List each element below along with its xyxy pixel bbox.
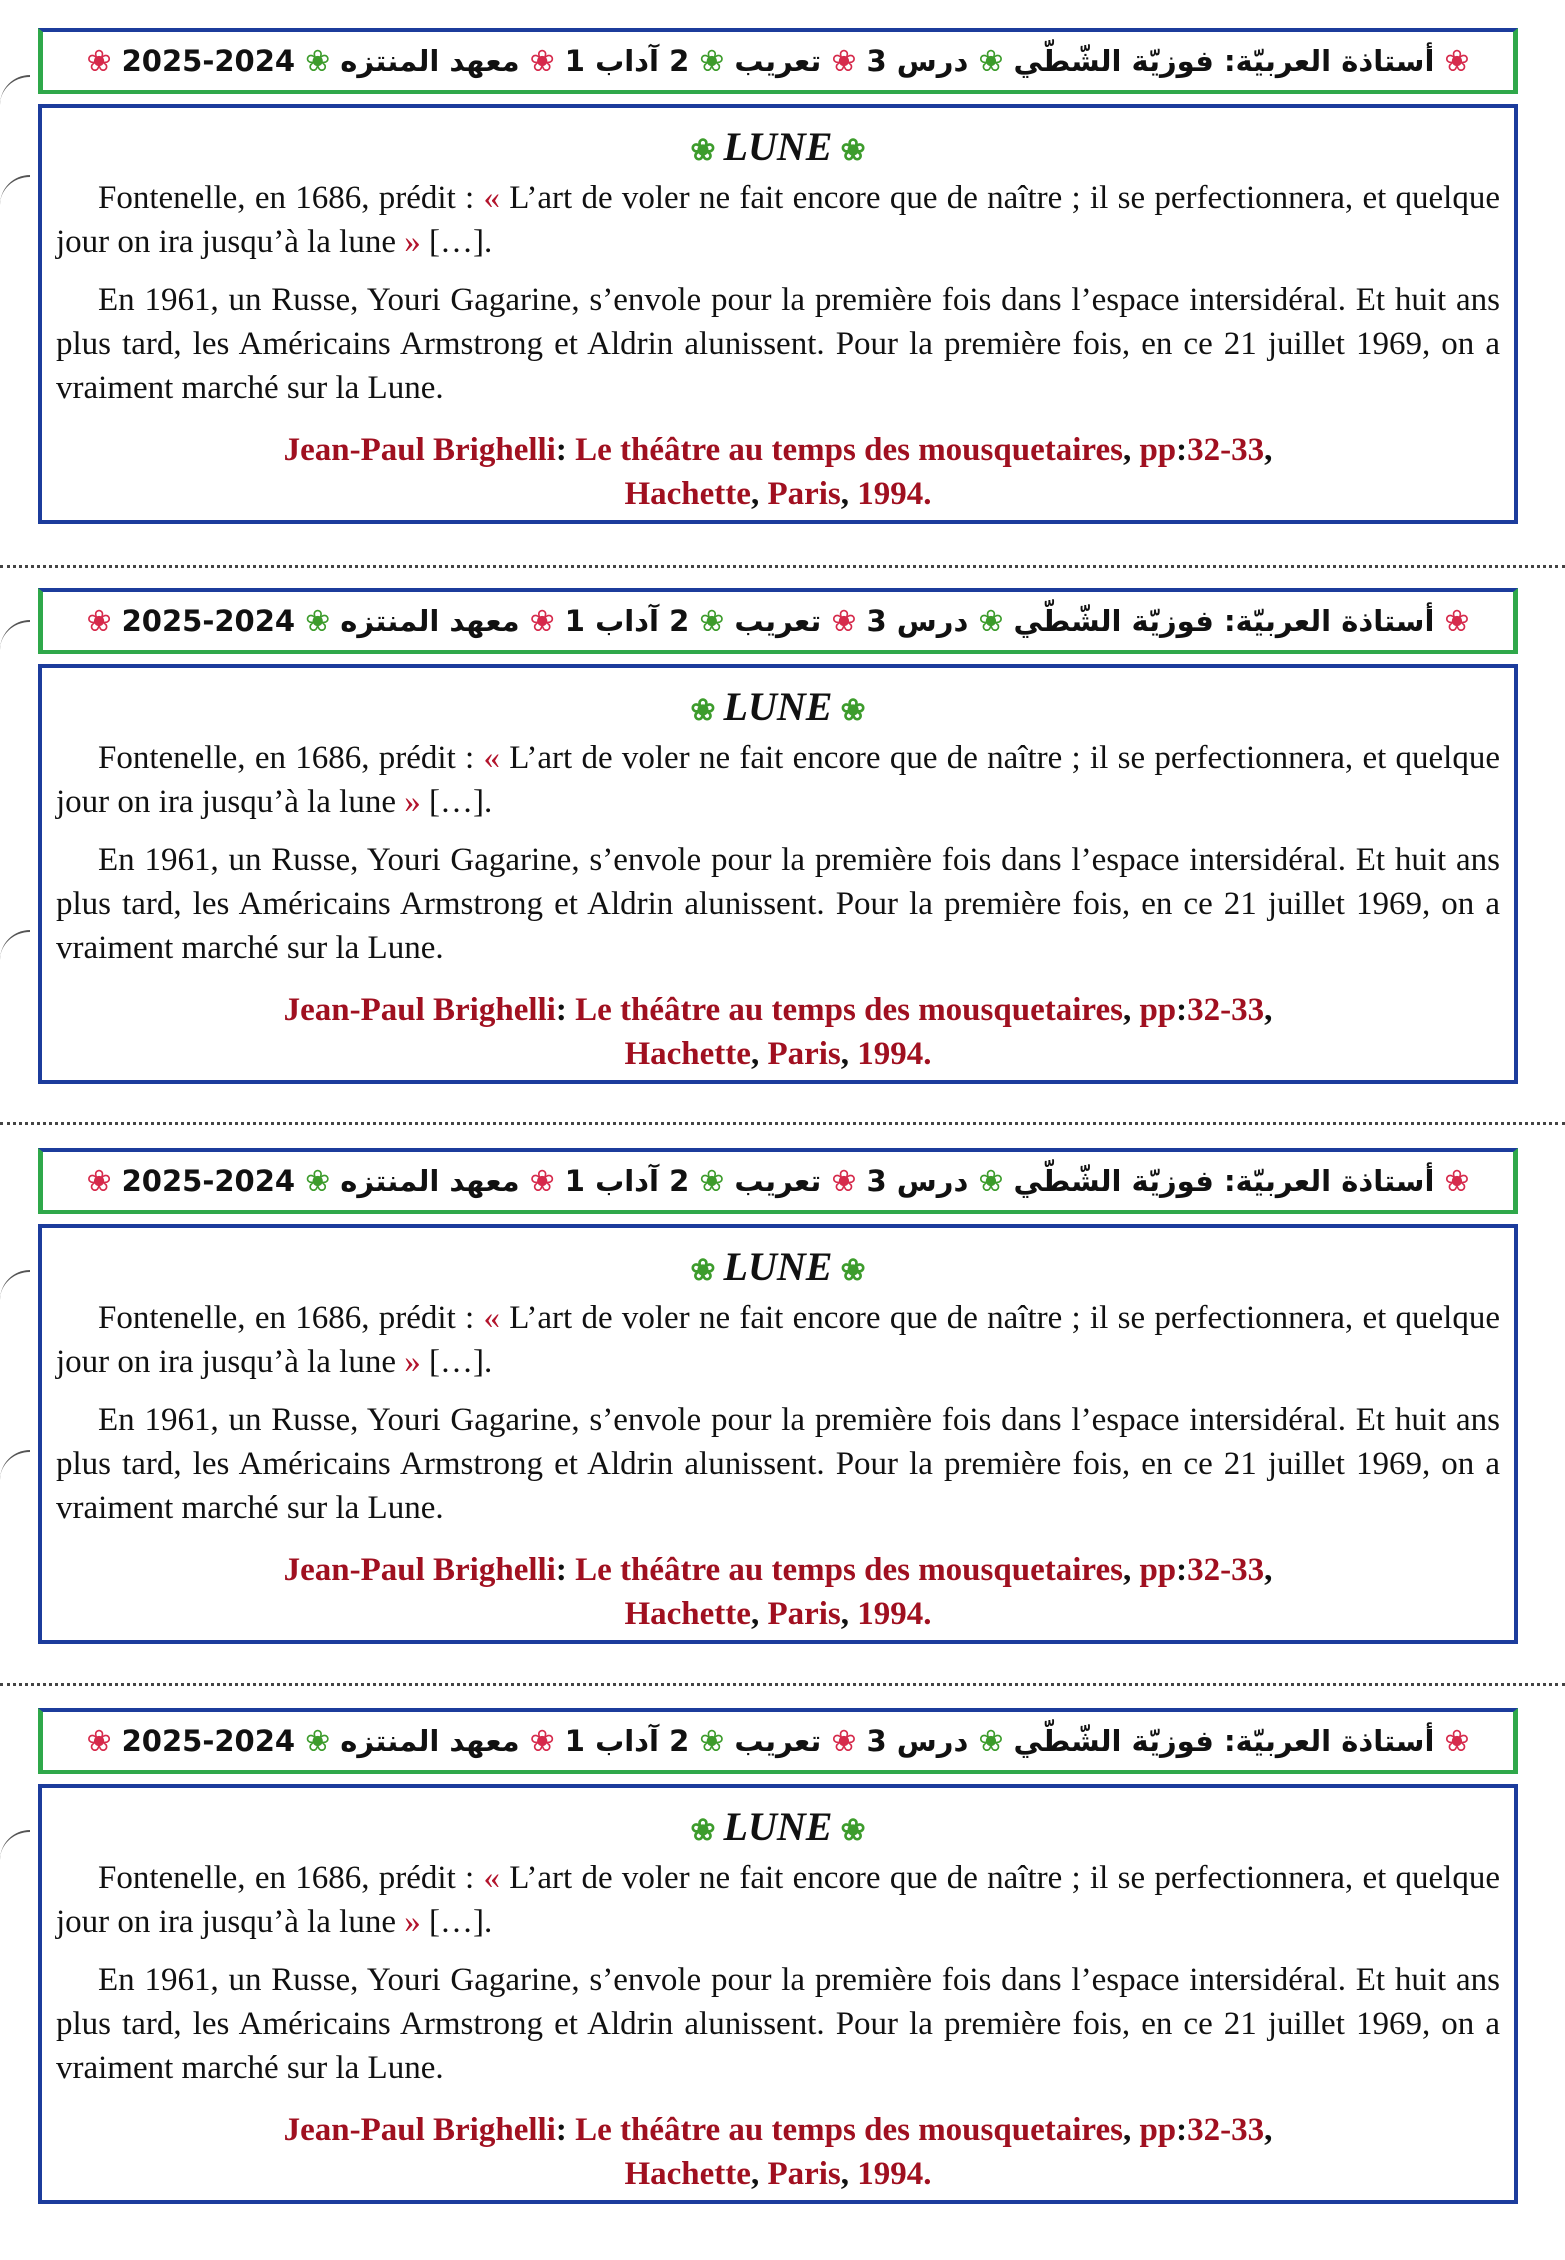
school-name: معهد المنتزه — [340, 1724, 520, 1758]
card-body — [38, 1224, 1518, 1644]
text-card — [38, 28, 1518, 524]
paragraph-1-intro: Fontenelle, en 1686, prédit : — [98, 740, 484, 776]
lesson-number: درس 3 — [866, 604, 969, 638]
pages-label: pp — [1131, 432, 1177, 468]
citation-colon: : — [555, 1552, 567, 1588]
citation-comma: , — [750, 2156, 760, 2192]
flower-icon: ❀ — [699, 1723, 725, 1759]
publisher: Hachette — [624, 1036, 751, 1072]
open-quote: « — [483, 180, 500, 216]
teacher-name: أستاذة العربيّة: فوزيّة الشّطّي — [1013, 604, 1435, 638]
citation-comma: , — [840, 2156, 850, 2192]
citation-comma: , — [1264, 992, 1273, 1028]
year: 1994. — [849, 1036, 932, 1072]
citation-colon: : — [555, 432, 567, 468]
flower-icon: ❀ — [699, 603, 725, 639]
text-title-row — [56, 1242, 1500, 1296]
citation-comma: , — [1122, 992, 1132, 1028]
text-title: LUNE — [723, 124, 833, 169]
paragraph-1 — [56, 1856, 1500, 1944]
scan-edge-mark — [0, 1830, 30, 1862]
quotation: L’art de voler ne fait encore que de naître ; il se perfectionnera, et quelque jour on ira jusqu’à la lune — [56, 180, 1500, 260]
paragraph-2: En 1961, un Russe, Youri Gagarine, s’envole pour la première fois dans l’espace intersidéral. Et huit ans plus tard, les Américains Armstrong et Aldrin alunissent. Pour la première fois, en ce 21 juillet 1969, on a vraiment marché sur la Lune. — [56, 1962, 1500, 2086]
quotation: L’art de voler ne fait encore que de naître ; il se perfectionnera, et quelque jour on ira jusqu’à la lune — [56, 740, 1500, 820]
year: 1994. — [849, 1596, 932, 1632]
card-header — [38, 1148, 1518, 1214]
teacher-name: أستاذة العربيّة: فوزيّة الشّطّي — [1013, 1164, 1435, 1198]
lesson-number: درس 3 — [866, 1724, 969, 1758]
scan-edge-mark — [0, 930, 30, 962]
flower-icon: ❀ — [86, 1723, 112, 1759]
card-header — [38, 28, 1518, 94]
city: Paris — [759, 476, 841, 512]
flower-icon: ❀ — [1444, 1723, 1470, 1759]
flower-icon: ❀ — [529, 1723, 555, 1759]
author: Jean-Paul Brighelli — [283, 432, 556, 468]
paragraph-1 — [56, 1296, 1500, 1384]
flower-icon: ❀ — [305, 1163, 331, 1199]
source-citation — [56, 1548, 1500, 1636]
flower-icon: ❀ — [86, 1163, 112, 1199]
citation-comma: , — [750, 476, 760, 512]
teacher-name: أستاذة العربيّة: فوزيّة الشّطّي — [1013, 44, 1435, 78]
flower-icon: ❀ — [840, 1814, 866, 1847]
flower-icon: ❀ — [831, 43, 857, 79]
close-quote: » — [404, 1344, 421, 1380]
card-header — [38, 1708, 1518, 1774]
quotation: L’art de voler ne fait encore que de naître ; il se perfectionnera, et quelque jour on ira jusqu’à la lune — [56, 1300, 1500, 1380]
lesson-type: تعريب — [734, 604, 822, 638]
teacher-name: أستاذة العربيّة: فوزيّة الشّطّي — [1013, 1724, 1435, 1758]
close-quote: » — [404, 784, 421, 820]
quotation: L’art de voler ne fait encore que de naître ; il se perfectionnera, et quelque jour on ira jusqu’à la lune — [56, 1860, 1500, 1940]
ellipsis: […]. — [420, 784, 493, 820]
school-year: 2025-2024 — [121, 604, 296, 638]
school-name: معهد المنتزه — [340, 1164, 520, 1198]
year: 1994. — [849, 476, 932, 512]
work-title: Le théâtre au temps des mousquetaires — [566, 2112, 1123, 2148]
source-citation — [56, 988, 1500, 1076]
work-title: Le théâtre au temps des mousquetaires — [566, 1552, 1123, 1588]
publisher: Hachette — [624, 2156, 751, 2192]
ellipsis: […]. — [420, 224, 493, 260]
paragraph-2: En 1961, un Russe, Youri Gagarine, s’envole pour la première fois dans l’espace intersidéral. Et huit ans plus tard, les Américains Armstrong et Aldrin alunissent. Pour la première fois, en ce 21 juillet 1969, on a vraiment marché sur la Lune. — [56, 842, 1500, 966]
scan-edge-mark — [0, 620, 30, 652]
class-level: 2 آداب 1 — [564, 1724, 690, 1758]
lesson-type: تعريب — [734, 1724, 822, 1758]
citation-colon: : — [1176, 992, 1188, 1028]
school-year: 2025-2024 — [121, 1164, 296, 1198]
flower-icon: ❀ — [529, 43, 555, 79]
citation-comma: , — [1264, 2112, 1273, 2148]
class-level: 2 آداب 1 — [564, 1164, 690, 1198]
pages: 32-33 — [1187, 1552, 1265, 1588]
year: 1994. — [849, 2156, 932, 2192]
publisher: Hachette — [624, 476, 751, 512]
lesson-number: درس 3 — [866, 1164, 969, 1198]
source-citation — [56, 428, 1500, 516]
flower-icon: ❀ — [831, 1723, 857, 1759]
scan-edge-mark — [0, 75, 30, 107]
class-level: 2 آداب 1 — [564, 604, 690, 638]
lesson-number: درس 3 — [866, 44, 969, 78]
citation-comma: , — [1122, 432, 1132, 468]
citation-comma: , — [750, 1596, 760, 1632]
close-quote: » — [404, 224, 421, 260]
cut-line-divider — [0, 565, 1565, 568]
citation-comma: , — [750, 1036, 760, 1072]
citation-comma: , — [1122, 1552, 1132, 1588]
open-quote: « — [483, 1300, 500, 1336]
flower-icon: ❀ — [690, 1254, 716, 1287]
work-title: Le théâtre au temps des mousquetaires — [566, 992, 1123, 1028]
text-title: LUNE — [723, 1804, 833, 1849]
flower-icon: ❀ — [86, 43, 112, 79]
citation-comma: , — [1122, 2112, 1132, 2148]
flower-icon: ❀ — [978, 603, 1004, 639]
flower-icon: ❀ — [978, 1163, 1004, 1199]
open-quote: « — [483, 1860, 500, 1896]
paragraph-1-intro: Fontenelle, en 1686, prédit : — [98, 1300, 484, 1336]
pages-label: pp — [1131, 1552, 1177, 1588]
citation-comma: , — [840, 1036, 850, 1072]
card-body — [38, 1784, 1518, 2204]
scan-edge-mark — [0, 1450, 30, 1482]
cut-line-divider — [0, 1122, 1565, 1125]
text-title-row — [56, 122, 1500, 176]
school-name: معهد المنتزه — [340, 44, 520, 78]
class-level: 2 آداب 1 — [564, 44, 690, 78]
text-title: LUNE — [723, 684, 833, 729]
flower-icon: ❀ — [690, 694, 716, 727]
flower-icon: ❀ — [305, 1723, 331, 1759]
pages: 32-33 — [1187, 2112, 1265, 2148]
flower-icon: ❀ — [305, 603, 331, 639]
flower-icon: ❀ — [1444, 603, 1470, 639]
card-body — [38, 664, 1518, 1084]
citation-comma: , — [840, 476, 850, 512]
flower-icon: ❀ — [840, 134, 866, 167]
author: Jean-Paul Brighelli — [283, 2112, 556, 2148]
school-name: معهد المنتزه — [340, 604, 520, 638]
author: Jean-Paul Brighelli — [283, 992, 556, 1028]
flower-icon: ❀ — [1444, 1163, 1470, 1199]
text-title-row — [56, 682, 1500, 736]
author: Jean-Paul Brighelli — [283, 1552, 556, 1588]
pages: 32-33 — [1187, 992, 1265, 1028]
scan-edge-mark — [0, 175, 30, 207]
text-card — [38, 1148, 1518, 1644]
citation-comma: , — [840, 1596, 850, 1632]
work-title: Le théâtre au temps des mousquetaires — [566, 432, 1123, 468]
pages-label: pp — [1131, 992, 1177, 1028]
flower-icon: ❀ — [529, 603, 555, 639]
flower-icon: ❀ — [1444, 43, 1470, 79]
citation-colon: : — [1176, 2112, 1188, 2148]
flower-icon: ❀ — [840, 1254, 866, 1287]
school-year: 2025-2024 — [121, 44, 296, 78]
scan-edge-mark — [0, 1270, 30, 1302]
school-year: 2025-2024 — [121, 1724, 296, 1758]
ellipsis: […]. — [420, 1904, 493, 1940]
ellipsis: […]. — [420, 1344, 493, 1380]
flower-icon: ❀ — [305, 43, 331, 79]
flower-icon: ❀ — [690, 1814, 716, 1847]
close-quote: » — [404, 1904, 421, 1940]
flower-icon: ❀ — [529, 1163, 555, 1199]
pages-label: pp — [1131, 2112, 1177, 2148]
flower-icon: ❀ — [699, 1163, 725, 1199]
flower-icon: ❀ — [831, 603, 857, 639]
citation-colon: : — [555, 2112, 567, 2148]
city: Paris — [759, 1596, 841, 1632]
paragraph-1-intro: Fontenelle, en 1686, prédit : — [98, 180, 484, 216]
source-citation — [56, 2108, 1500, 2196]
pages: 32-33 — [1187, 432, 1265, 468]
flower-icon: ❀ — [831, 1163, 857, 1199]
citation-colon: : — [1176, 432, 1188, 468]
flower-icon: ❀ — [840, 694, 866, 727]
citation-colon: : — [1176, 1552, 1188, 1588]
card-body — [38, 104, 1518, 524]
lesson-type: تعريب — [734, 1164, 822, 1198]
publisher: Hachette — [624, 1596, 751, 1632]
flower-icon: ❀ — [690, 134, 716, 167]
city: Paris — [759, 1036, 841, 1072]
flower-icon: ❀ — [978, 43, 1004, 79]
open-quote: « — [483, 740, 500, 776]
paragraph-1 — [56, 176, 1500, 264]
text-title: LUNE — [723, 1244, 833, 1289]
card-header — [38, 588, 1518, 654]
text-title-row — [56, 1802, 1500, 1856]
flower-icon: ❀ — [978, 1723, 1004, 1759]
flower-icon: ❀ — [86, 603, 112, 639]
lesson-type: تعريب — [734, 44, 822, 78]
paragraph-2: En 1961, un Russe, Youri Gagarine, s’envole pour la première fois dans l’espace intersidéral. Et huit ans plus tard, les Américains Armstrong et Aldrin alunissent. Pour la première fois, en ce 21 juillet 1969, on a vraiment marché sur la Lune. — [56, 1402, 1500, 1526]
citation-comma: , — [1264, 432, 1273, 468]
citation-comma: , — [1264, 1552, 1273, 1588]
flower-icon: ❀ — [699, 43, 725, 79]
text-card — [38, 1708, 1518, 2204]
citation-colon: : — [555, 992, 567, 1028]
paragraph-1 — [56, 736, 1500, 824]
paragraph-2: En 1961, un Russe, Youri Gagarine, s’envole pour la première fois dans l’espace intersidéral. Et huit ans plus tard, les Américains Armstrong et Aldrin alunissent. Pour la première fois, en ce 21 juillet 1969, on a vraiment marché sur la Lune. — [56, 282, 1500, 406]
cut-line-divider — [0, 1683, 1565, 1686]
city: Paris — [759, 2156, 841, 2192]
paragraph-1-intro: Fontenelle, en 1686, prédit : — [98, 1860, 484, 1896]
text-card — [38, 588, 1518, 1084]
